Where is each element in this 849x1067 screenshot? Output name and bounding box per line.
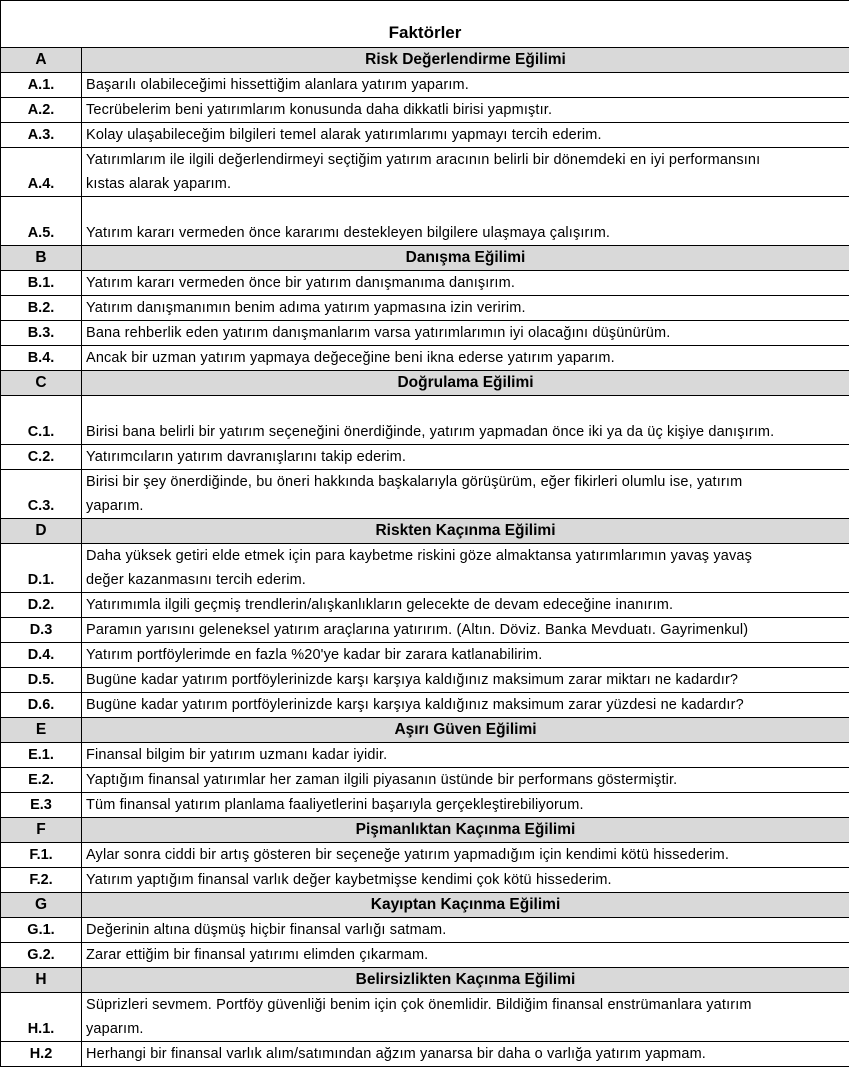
item-text <box>82 321 849 346</box>
item-text-line: Yatırım yaptığım finansal varlık değer kaybetmişse kendimi çok kötü hissederim. <box>86 868 845 892</box>
item-text-line: Birisi bana belirli bir yatırım seçeneğini önerdiğinde, yatırım yapmadan önce iki ya da üç kişiye danışırım. <box>86 420 845 444</box>
item-text <box>82 98 849 123</box>
item-row <box>1 271 849 296</box>
item-text <box>82 1042 849 1067</box>
item-text-line: Bugüne kadar yatırım portföylerinizde karşı karşıya kaldığınız maksimum zarar yüzdesi ne kadardır? <box>86 693 845 717</box>
section-code: F <box>1 818 82 843</box>
item-row <box>1 843 849 868</box>
item-text-line: Süprizleri sevmem. Portföy güvenliği benim için çok önemlidir. Bildiğim finansal enstrümanlara yatırım <box>86 993 845 1017</box>
item-text-line: Yatırım danışmanımın benim adıma yatırım yapmasına izin veririm. <box>86 296 845 320</box>
section-header-row <box>1 968 849 993</box>
item-row <box>1 918 849 943</box>
item-text <box>82 470 849 519</box>
item-row <box>1 197 849 246</box>
item-text <box>82 544 849 593</box>
item-text <box>82 296 849 321</box>
item-row <box>1 123 849 148</box>
section-code: B <box>1 246 82 271</box>
item-row <box>1 445 849 470</box>
item-code: D.5. <box>1 668 82 693</box>
item-text-line: Yatırımımla ilgili geçmiş trendlerin/alışkanlıkların gelecekte de devam edeceğine inanırım. <box>86 593 845 617</box>
section-code: E <box>1 718 82 743</box>
item-row <box>1 321 849 346</box>
item-code: E.2. <box>1 768 82 793</box>
section-header-row <box>1 371 849 396</box>
item-row <box>1 693 849 718</box>
item-text-line: Paramın yarısını geleneksel yatırım araçlarına yatırırım. (Altın. Döviz. Banka Mevduatı. Gayrimenkul) <box>86 618 845 642</box>
item-text <box>82 868 849 893</box>
item-text-line: Tüm finansal yatırım planlama faaliyetlerini başarıyla gerçekleştirebiliyorum. <box>86 793 845 817</box>
item-code: B.1. <box>1 271 82 296</box>
item-code: D.6. <box>1 693 82 718</box>
item-row <box>1 148 849 197</box>
item-text-line <box>86 396 845 420</box>
item-code: F.1. <box>1 843 82 868</box>
item-text-line: Ancak bir uzman yatırım yapmaya değeceğine beni ikna ederse yatırım yaparım. <box>86 346 845 370</box>
item-row <box>1 943 849 968</box>
section-title: Doğrulama Eğilimi <box>82 371 849 396</box>
item-text <box>82 643 849 668</box>
section-header-row <box>1 48 849 73</box>
item-text-line: Yatırım kararı vermeden önce kararımı destekleyen bilgilere ulaşmaya çalışırım. <box>86 221 845 245</box>
section-code: G <box>1 893 82 918</box>
item-text <box>82 396 849 445</box>
item-code: A.3. <box>1 123 82 148</box>
item-code: A.5. <box>1 197 82 246</box>
item-text <box>82 445 849 470</box>
section-header-row <box>1 718 849 743</box>
item-row <box>1 668 849 693</box>
item-row <box>1 768 849 793</box>
item-text-line: yaparım. <box>86 1017 845 1041</box>
item-row <box>1 793 849 818</box>
item-text-line: Birisi bir şey önerdiğinde, bu öneri hakkında başkalarıyla görüşürüm, eğer fikirleri olumlu ise, yatırım <box>86 470 845 494</box>
item-text-line: Tecrübelerim beni yatırımlarım konusunda daha dikkatli birisi yapmıştır. <box>86 98 845 122</box>
item-code: B.2. <box>1 296 82 321</box>
item-row <box>1 296 849 321</box>
section-header-row <box>1 893 849 918</box>
item-code: B.4. <box>1 346 82 371</box>
item-text-line: Değerinin altına düşmüş hiçbir finansal varlığı satmam. <box>86 918 845 942</box>
item-code: C.3. <box>1 470 82 519</box>
section-code: H <box>1 968 82 993</box>
item-text <box>82 123 849 148</box>
item-code: G.2. <box>1 943 82 968</box>
section-header-row <box>1 519 849 544</box>
table-header-row <box>1 1 849 48</box>
item-text-line: Bugüne kadar yatırım portföylerinizde karşı karşıya kaldığınız maksimum zarar miktarı ne kadardır? <box>86 668 845 692</box>
section-header-row <box>1 818 849 843</box>
item-text <box>82 197 849 246</box>
item-text <box>82 618 849 643</box>
item-code: D.2. <box>1 593 82 618</box>
table-title: Faktörler <box>1 1 849 48</box>
item-row <box>1 544 849 593</box>
item-text-line: Yaptığım finansal yatırımlar her zaman ilgili piyasanın üstünde bir performans göstermiştir. <box>86 768 845 792</box>
section-title: Risk Değerlendirme Eğilimi <box>82 48 849 73</box>
item-code: H.1. <box>1 993 82 1042</box>
item-text <box>82 918 849 943</box>
item-text-line: Herhangi bir finansal varlık alım/satımından ağzım yanarsa bir daha o varlığa yatırım yapmam. <box>86 1042 845 1066</box>
item-text <box>82 843 849 868</box>
section-title: Belirsizlikten Kaçınma Eğilimi <box>82 968 849 993</box>
item-text-line: kıstas alarak yaparım. <box>86 172 845 196</box>
section-title: Kayıptan Kaçınma Eğilimi <box>82 893 849 918</box>
item-row <box>1 396 849 445</box>
item-code: H.2 <box>1 1042 82 1067</box>
item-text-line: Zarar ettiğim bir finansal yatırımı elimden çıkarmam. <box>86 943 845 967</box>
item-text <box>82 271 849 296</box>
item-code: D.4. <box>1 643 82 668</box>
item-text-line: yaparım. <box>86 494 845 518</box>
item-code: C.2. <box>1 445 82 470</box>
item-code: A.1. <box>1 73 82 98</box>
item-row <box>1 593 849 618</box>
item-text <box>82 743 849 768</box>
item-text <box>82 73 849 98</box>
item-code: C.1. <box>1 396 82 445</box>
item-text-line: Yatırım kararı vermeden önce bir yatırım danışmanıma danışırım. <box>86 271 845 295</box>
item-row <box>1 470 849 519</box>
item-row <box>1 993 849 1042</box>
item-text <box>82 346 849 371</box>
item-row <box>1 743 849 768</box>
item-text-line <box>86 197 845 221</box>
item-row <box>1 618 849 643</box>
item-row <box>1 98 849 123</box>
section-title: Aşırı Güven Eğilimi <box>82 718 849 743</box>
item-text-line: Başarılı olabileceğimi hissettiğim alanlara yatırım yaparım. <box>86 73 845 97</box>
item-code: A.2. <box>1 98 82 123</box>
item-text-line: Finansal bilgim bir yatırım uzmanı kadar iyidir. <box>86 743 845 767</box>
section-code: C <box>1 371 82 396</box>
item-text <box>82 668 849 693</box>
section-header-row <box>1 246 849 271</box>
item-text <box>82 768 849 793</box>
item-text-line: Yatırımlarım ile ilgili değerlendirmeyi seçtiğim yatırım aracının belirli bir dönemdeki en iyi performansını <box>86 148 845 172</box>
item-text <box>82 148 849 197</box>
item-text <box>82 593 849 618</box>
item-code: E.3 <box>1 793 82 818</box>
item-row <box>1 643 849 668</box>
item-code: E.1. <box>1 743 82 768</box>
item-text-line: Kolay ulaşabileceğim bilgileri temel alarak yatırımlarımı yapmayı tercih ederim. <box>86 123 845 147</box>
section-title: Danışma Eğilimi <box>82 246 849 271</box>
item-row <box>1 1042 849 1067</box>
item-text <box>82 793 849 818</box>
item-code: F.2. <box>1 868 82 893</box>
item-code: B.3. <box>1 321 82 346</box>
item-text-line: Aylar sonra ciddi bir artış gösteren bir seçeneğe yatırım yapmadığım için kendimi kötü hissederim. <box>86 843 845 867</box>
item-row <box>1 346 849 371</box>
item-text <box>82 943 849 968</box>
item-text-line: değer kazanmasını tercih ederim. <box>86 568 845 592</box>
section-code: D <box>1 519 82 544</box>
item-text <box>82 993 849 1042</box>
item-text-line: Daha yüksek getiri elde etmek için para kaybetme riskini göze almaktansa yatırımlarımın yavaş yavaş <box>86 544 845 568</box>
factors-table-body <box>1 1 849 1067</box>
item-text-line: Yatırım portföylerimde en fazla %20'ye kadar bir zarara katlanabilirim. <box>86 643 845 667</box>
item-text-line: Yatırımcıların yatırım davranışlarını takip ederim. <box>86 445 845 469</box>
item-code: D.1. <box>1 544 82 593</box>
section-title: Pişmanlıktan Kaçınma Eğilimi <box>82 818 849 843</box>
item-code: A.4. <box>1 148 82 197</box>
item-code: G.1. <box>1 918 82 943</box>
item-code: D.3 <box>1 618 82 643</box>
item-text <box>82 693 849 718</box>
section-code: A <box>1 48 82 73</box>
item-row <box>1 868 849 893</box>
item-text-line: Bana rehberlik eden yatırım danışmanlarım varsa yatırımlarımın iyi olacağını düşünürüm. <box>86 321 845 345</box>
item-row <box>1 73 849 98</box>
section-title: Riskten Kaçınma Eğilimi <box>82 519 849 544</box>
